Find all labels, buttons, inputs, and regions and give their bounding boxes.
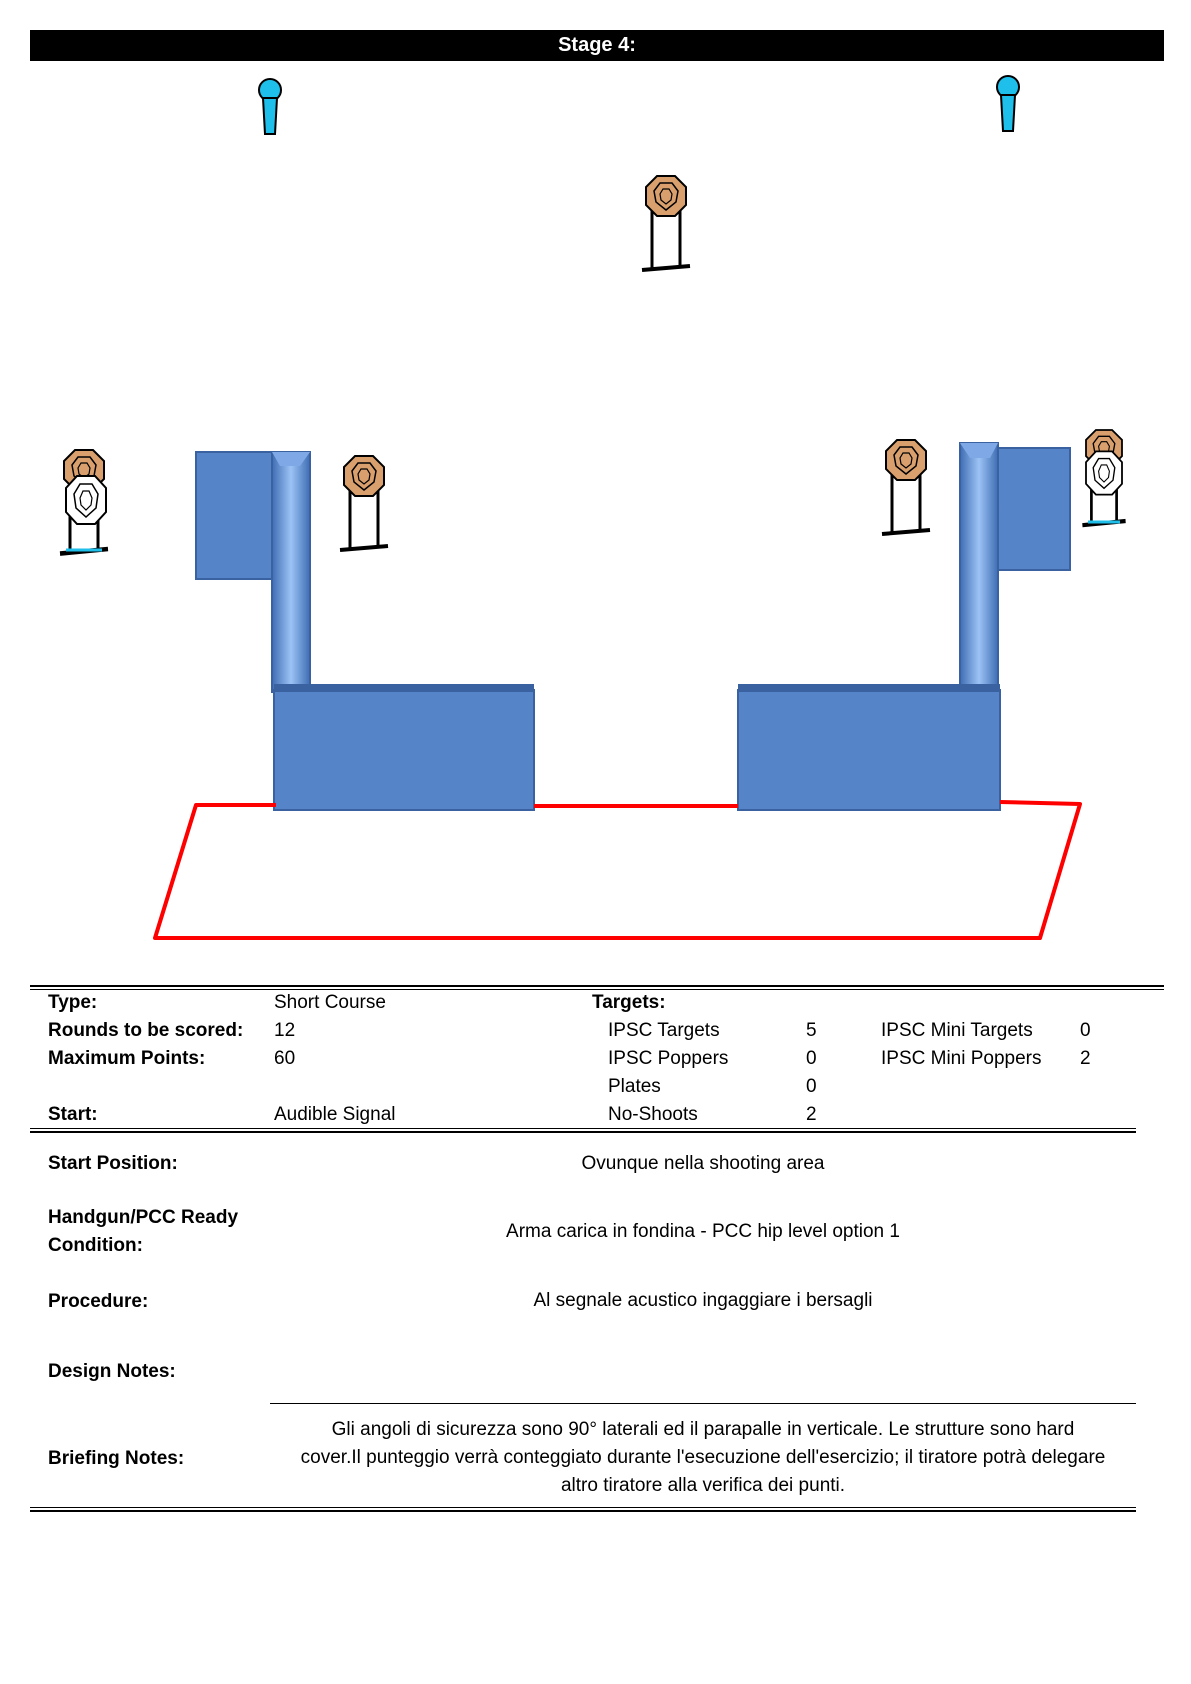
ipsc-poppers-label: IPSC Poppers [608, 1048, 729, 1069]
ipsc-target-center [642, 176, 690, 270]
max-points-label: Maximum Points: [48, 1048, 206, 1069]
ipsc-targets-value: 5 [806, 1020, 817, 1041]
rounds-value: 12 [274, 1020, 296, 1041]
procedure-value: Al segnale acustico ingaggiare i bersagli [533, 1290, 873, 1311]
divider [30, 989, 1164, 990]
ready-condition-value: Arma carica in fondina - PCC hip level option 1 [506, 1221, 900, 1242]
briefing-notes-value: Gli angoli di sicurezza sono 90° laterali ed il parapalle in verticale. Le strutture sono hard cover.Il punteggio verrà conteggiato durante l'esecuzione dell'esercizio; il tiratore potrà delegare altro tiratore alla verifica dei punti. [300, 1419, 1106, 1496]
divider [30, 1507, 1136, 1508]
type-value: Short Course [274, 992, 386, 1013]
stage-title: Stage 4: [30, 30, 1164, 61]
no-shoots-label: No-Shoots [608, 1104, 698, 1125]
plates-value: 0 [806, 1076, 817, 1097]
max-points-value: 60 [274, 1048, 296, 1069]
start-position-value: Ovunque nella shooting area [581, 1153, 825, 1174]
ipsc-poppers-value: 0 [806, 1048, 817, 1069]
ipsc-target-right-with-no-shoot [1082, 430, 1125, 525]
start-position-label: Start Position: [48, 1153, 178, 1174]
no-shoots-value: 2 [806, 1104, 817, 1125]
procedure-label: Procedure: [48, 1291, 149, 1312]
mini-popper-left [259, 79, 281, 134]
ipsc-target-right-post [882, 440, 930, 534]
mini-popper-right [997, 76, 1019, 131]
divider [30, 1131, 1136, 1133]
ipsc-target-left-post [340, 456, 388, 550]
barrier-left [196, 452, 534, 810]
ipsc-target-left-with-no-shoot [60, 450, 108, 554]
ready-condition-label-line1: Handgun/PCC Ready [48, 1207, 239, 1228]
start-value: Audible Signal [274, 1104, 396, 1125]
briefing-notes-label: Briefing Notes: [48, 1448, 185, 1469]
ipsc-targets-label: IPSC Targets [608, 1020, 720, 1041]
divider [30, 1128, 1136, 1129]
plates-label: Plates [608, 1076, 661, 1097]
design-notes-label: Design Notes: [48, 1361, 176, 1382]
mini-targets-label: IPSC Mini Targets [881, 1020, 1033, 1041]
divider [30, 985, 1164, 987]
divider [30, 1510, 1136, 1512]
divider [270, 1403, 1136, 1404]
mini-poppers-label: IPSC Mini Poppers [881, 1048, 1042, 1069]
rounds-label: Rounds to be scored: [48, 1020, 244, 1041]
barrier-right [738, 443, 1070, 810]
start-label: Start: [48, 1104, 98, 1125]
mini-targets-value: 0 [1080, 1020, 1091, 1041]
type-label: Type: [48, 992, 98, 1013]
targets-label: Targets: [592, 992, 666, 1013]
shooting-area-fault-line [155, 802, 1080, 938]
ready-condition-label-line2: Condition: [48, 1235, 143, 1256]
mini-poppers-value: 2 [1080, 1048, 1091, 1069]
